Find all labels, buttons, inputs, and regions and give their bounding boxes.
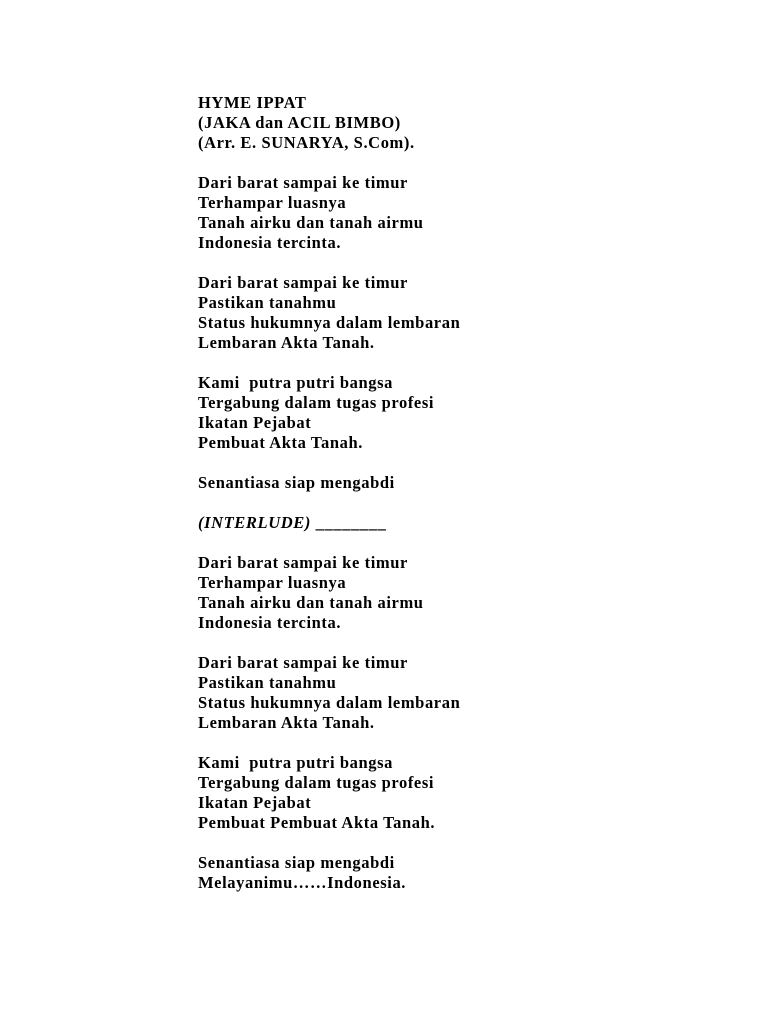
lyric-line: Dari barat sampai ke timur	[198, 653, 408, 672]
lyric-line: Tergabung dalam tugas profesi	[198, 393, 435, 412]
lyric-line: Tanah airku dan tanah airmu	[198, 213, 424, 232]
spacer	[198, 533, 718, 553]
spacer	[198, 253, 718, 273]
spacer	[198, 353, 718, 373]
lyric-line: Pembuat Akta Tanah.	[198, 433, 363, 452]
lyric-line: Tanah airku dan tanah airmu	[198, 593, 424, 612]
lyric-line: Dari barat sampai ke timur	[198, 273, 408, 292]
song-composer: (JAKA dan ACIL BIMBO)	[198, 113, 401, 132]
lyric-line: Tergabung dalam tugas profesi	[198, 773, 435, 792]
lyric-line: Kami putra putri bangsa	[198, 753, 394, 772]
lyric-line: Kami putra putri bangsa	[198, 373, 394, 392]
lyric-line: Indonesia tercinta.	[198, 613, 342, 632]
lyric-line: Dari barat sampai ke timur	[198, 553, 408, 572]
lyric-line: Lembaran Akta Tanah.	[198, 713, 375, 732]
song-title: HYME IPPAT	[198, 93, 307, 112]
lyric-line: Terhampar luasnya	[198, 573, 347, 592]
interlude-line	[198, 513, 718, 533]
interlude-label: (INTERLUDE)	[198, 513, 311, 532]
lyric-line: Status hukumnya dalam lembaran	[198, 313, 461, 332]
lyric-line: Status hukumnya dalam lembaran	[198, 693, 461, 712]
spacer	[198, 153, 718, 173]
lyric-line: Ikatan Pejabat	[198, 413, 312, 432]
lyric-line: Terhampar luasnya	[198, 193, 347, 212]
lyric-line: Senantiasa siap mengabdi	[198, 473, 395, 492]
spacer	[198, 833, 718, 853]
lyric-line: Pembuat Pembuat Akta Tanah.	[198, 813, 436, 832]
song-arranger: (Arr. E. SUNARYA, S.Com).	[198, 133, 415, 152]
lyric-line: Pastikan tanahmu	[198, 293, 337, 312]
lyric-line: Lembaran Akta Tanah.	[198, 333, 375, 352]
lyric-line: Indonesia tercinta.	[198, 233, 342, 252]
lyric-line: Senantiasa siap mengabdi	[198, 853, 395, 872]
lyric-line: Pastikan tanahmu	[198, 673, 337, 692]
lyric-line: Dari barat sampai ke timur	[198, 173, 408, 192]
lyric-line: Melayanimu……Indonesia.	[198, 873, 407, 892]
interlude-blank: ________	[315, 513, 387, 532]
spacer	[198, 453, 718, 473]
spacer	[198, 733, 718, 753]
spacer	[198, 633, 718, 653]
lyric-line: Ikatan Pejabat	[198, 793, 312, 812]
spacer	[198, 493, 718, 513]
lyrics-block	[198, 93, 718, 893]
